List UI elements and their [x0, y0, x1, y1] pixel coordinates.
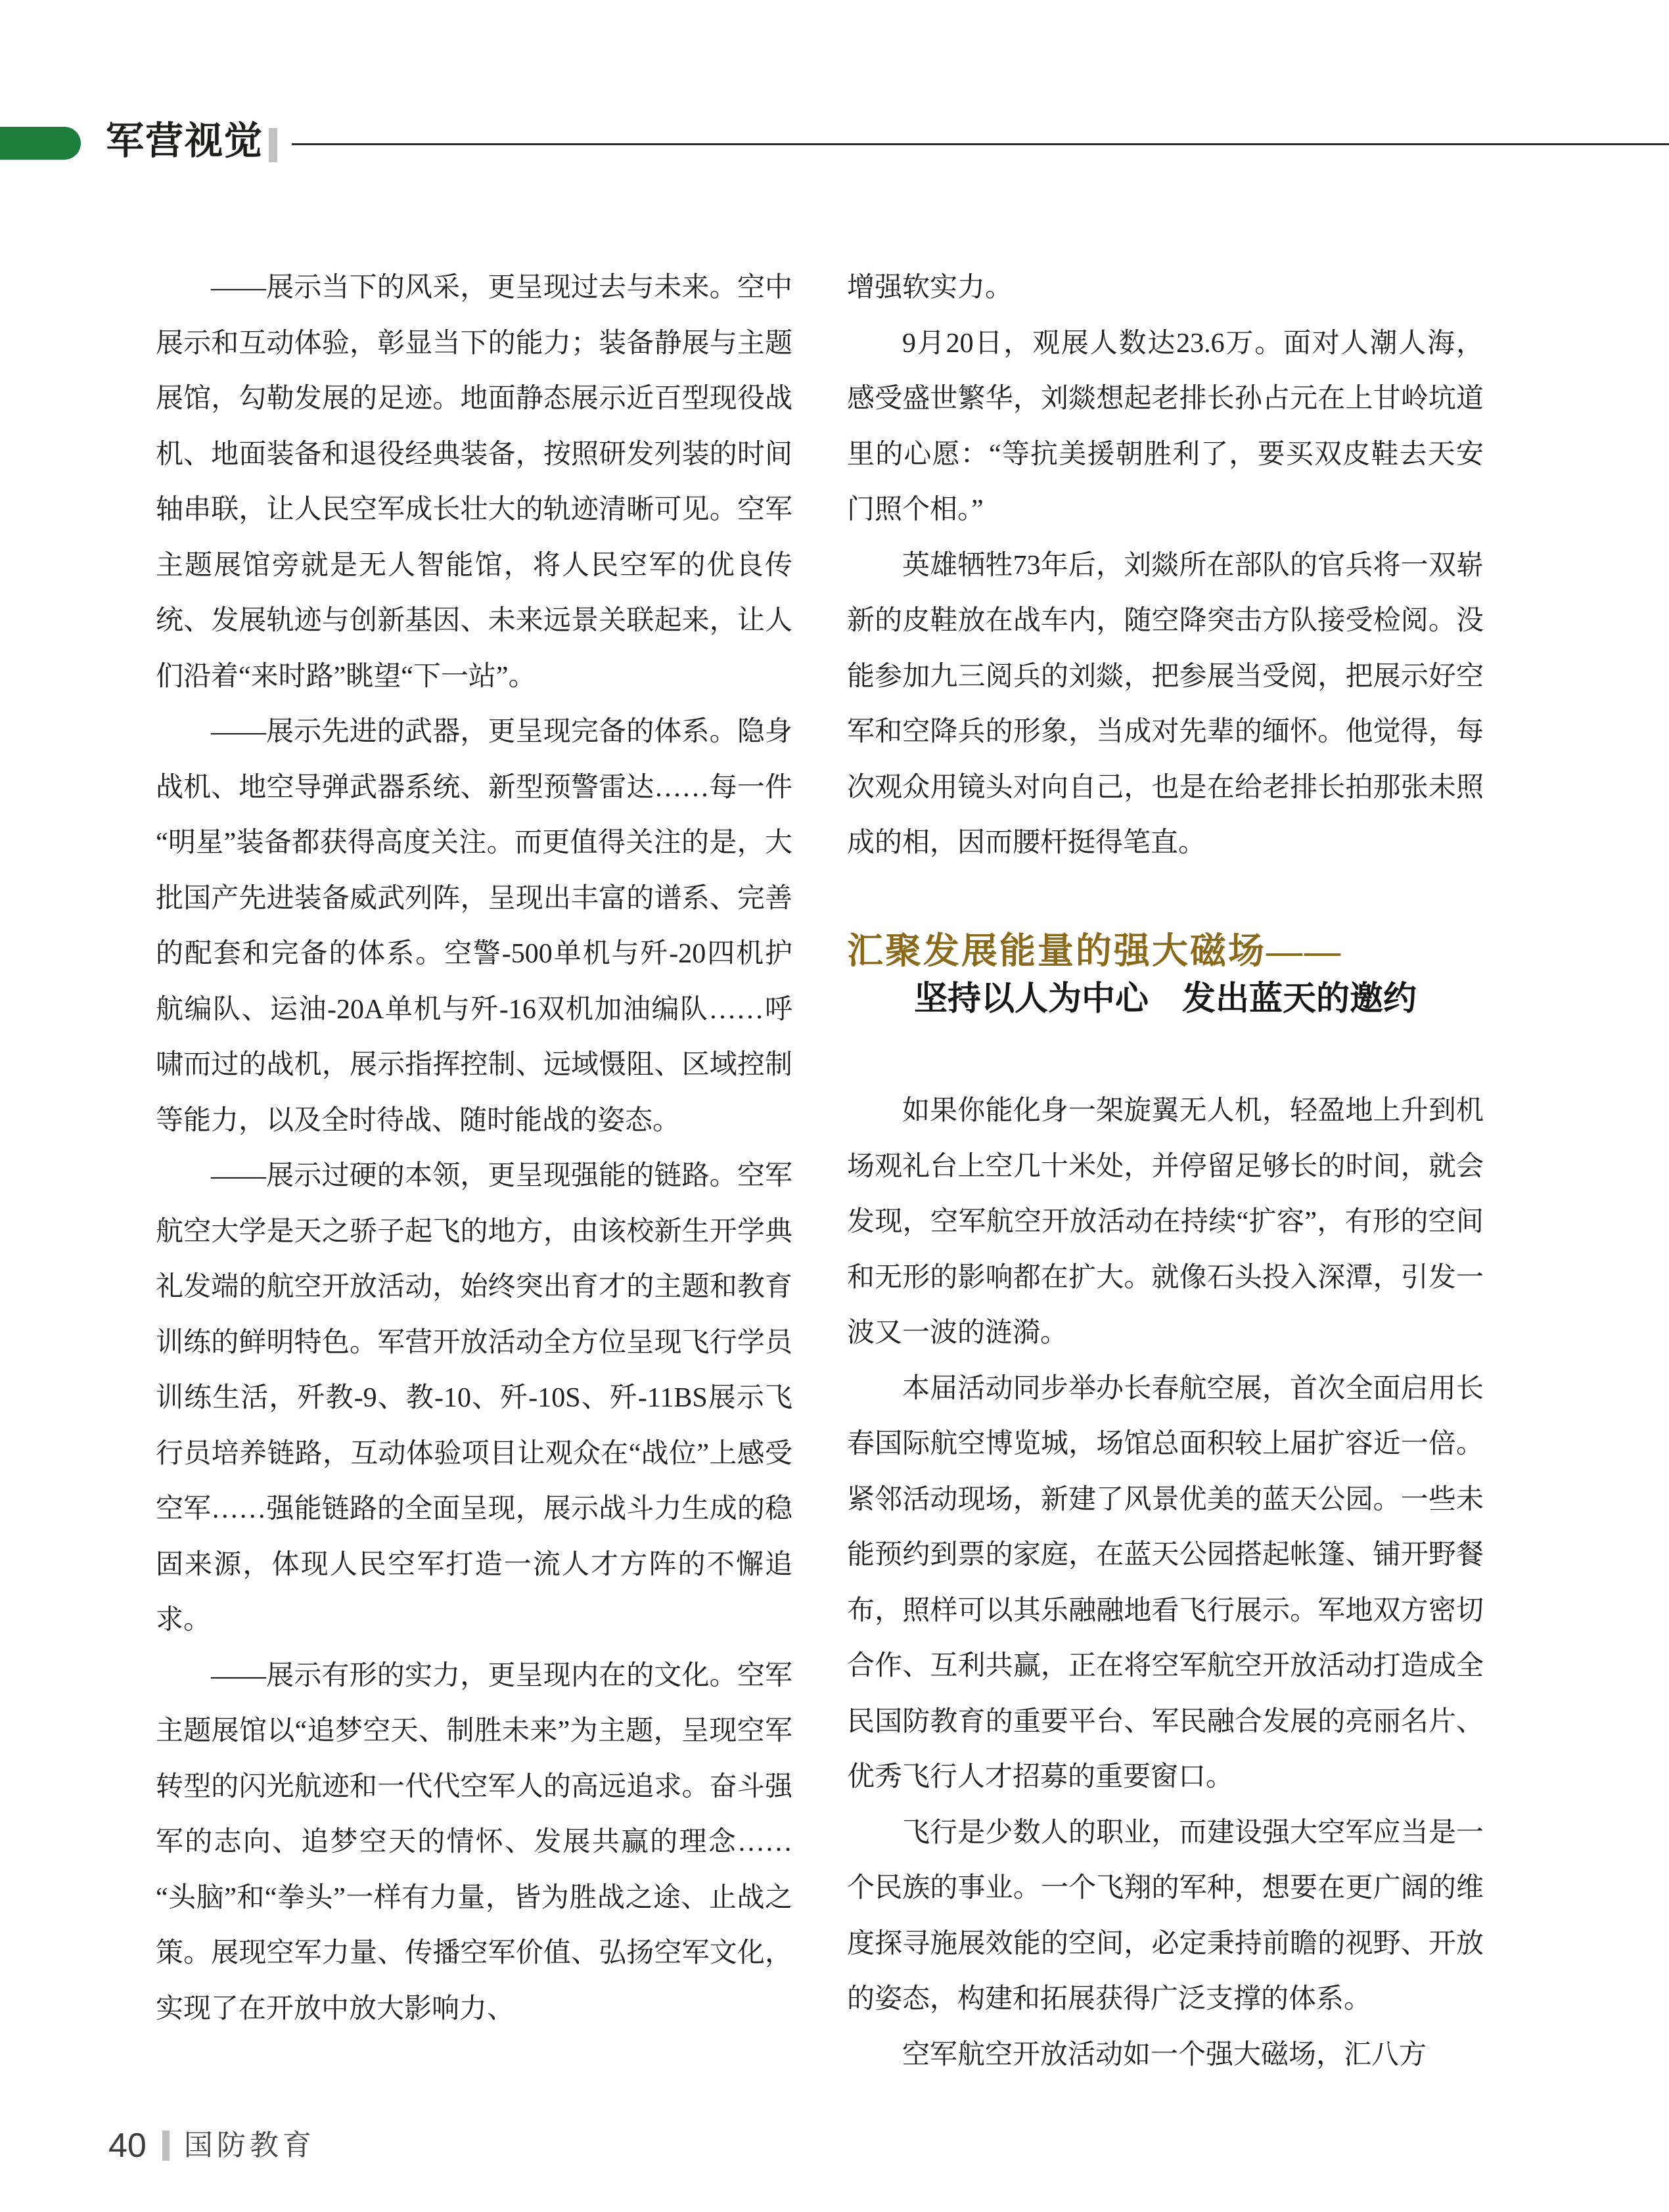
paragraph: 英雄牺牲73年后，刘燚所在部队的官兵将一双崭新的皮鞋放在战车内，随空降突击方队接受检阅。没能参加九三阅兵的刘燚，把参展当受阅，把展示好空军和空降兵的形象，当成对先辈的缅怀。他觉得，每次观众用镜头对向自己，也是在给老排长拍那张未照成的相，因而腰杆挺得笔直。 — [847, 550, 1484, 858]
paragraph: 9月20日，观展人数达23.6万。面对人潮人海，感受盛世繁华，刘燚想起老排长孙占元在上甘岭坑道里的心愿：“等抗美援朝胜利了，要买双皮鞋去天安门照个相。” — [847, 328, 1484, 525]
page-number: 40 — [108, 2127, 147, 2165]
paragraph: ——展示当下的风采，更呈现过去与未来。空中展示和互动体验，彰显当下的能力；装备静展与主题展馆，勾勒发展的足迹。地面静态展示近百型现役战机、地面装备和退役经典装备，按照研发列装的时间轴串联，让人民空军成长壮大的轨迹清晰可见。空军主题展馆旁就是无人智能馆，将人民空军的优良传统、发展轨迹与创新基因、未来远景关联起来，让人们沿着“来时路”眺望“下一站”。 — [156, 273, 792, 692]
paragraph: 本届活动同步举办长春航空展，首次全面启用长春国际航空博览城，场馆总面积较上届扩容近一倍。紧邻活动现场，新建了风景优美的蓝天公园。一些未能预约到票的家庭，在蓝天公园搭起帐篷、铺开野餐布，照样可以其乐融融地看飞行展示。军地双方密切合作、互利共赢，正在将空军航空开放活动打造成全民国防教育的重要平台、军民融合发展的亮丽名片、优秀飞行人才招募的重要窗口。 — [847, 1373, 1484, 1792]
paragraph: 增强软实力。 — [847, 273, 1013, 303]
left-text-column — [156, 260, 792, 2037]
right-text-column-top — [847, 260, 1484, 871]
magazine-title: 国防教育 — [183, 2129, 315, 2161]
footer-divider-bar — [162, 2131, 170, 2161]
header-divider-bar — [269, 128, 277, 162]
paragraph: 如果你能化身一架旋翼无人机，轻盈地上升到机场观礼台上空几十米处，并停留足够长的时间，就会发现，空军航空开放活动在持续“扩容”，有形的空间和无形的影响都在扩大。就像石头投入深潭，引发一波又一波的涟漪。 — [847, 1096, 1484, 1348]
gold-section-heading: 汇聚发展能量的强大磁场—— — [847, 931, 1343, 971]
section-subheading: 坚持以人为中心 发出蓝天的邀约 — [913, 980, 1417, 1017]
page-title: 军营视觉 — [106, 120, 264, 162]
footer — [108, 2127, 315, 2164]
green-accent-tab — [0, 127, 81, 160]
paragraph: ——展示过硬的本领，更呈现强能的链路。空军航空大学是天之骄子起飞的地方，由该校新生开学典礼发端的航空开放活动，始终突出育才的主题和教育训练的鲜明特色。军营开放活动全方位呈现飞行学员训练生活，歼教-9、教-10、歼-10S、歼-11BS展示飞行员培养链路，互动体验项目让观众在“战位”上感受空军……强能链路的全面呈现，展示战斗力生成的稳固来源，体现人民空军打造一流人才方阵的不懈追求。 — [156, 1161, 792, 1635]
paragraph: ——展示有形的实力，更呈现内在的文化。空军主题展馆以“追梦空天、制胜未来”为主题，呈现空军转型的闪光航迹和一代代空军人的高远追求。奋斗强军的志向、追梦空天的情怀、发展共赢的理念……“头脑”和“拳头”一样有力量，皆为胜战之途、止战之策。展现空军力量、传播空军价值、弘扬空军文化，实现了在开放中放大影响力、 — [156, 1660, 792, 2024]
header-rule-line — [292, 143, 1669, 145]
paragraph: ——展示先进的武器，更呈现完备的体系。隐身战机、地空导弹武器系统、新型预警雷达……每一件“明星”装备都获得高度关注。而更值得关注的是，大批国产先进装备威武列阵，呈现出丰富的谱系、完善的配套和完备的体系。空警-500单机与歼-20四机护航编队、运油-20A单机与歼-16双机加油编队……呼啸而过的战机，展示指挥控制、远域慑阻、区域控制等能力，以及全时待战、随时能战的姿态。 — [156, 717, 792, 1136]
right-text-column-bottom — [847, 1083, 1484, 2083]
paragraph: 空军航空开放活动如一个强大磁场，汇八方 — [902, 2039, 1427, 2070]
paragraph: 飞行是少数人的职业，而建设强大空军应当是一个民族的事业。一个飞翔的军种，想要在更广阔的维度探寻施展效能的空间，必定秉持前瞻的视野、开放的姿态，构建和拓展获得广泛支撑的体系。 — [847, 1817, 1484, 2014]
